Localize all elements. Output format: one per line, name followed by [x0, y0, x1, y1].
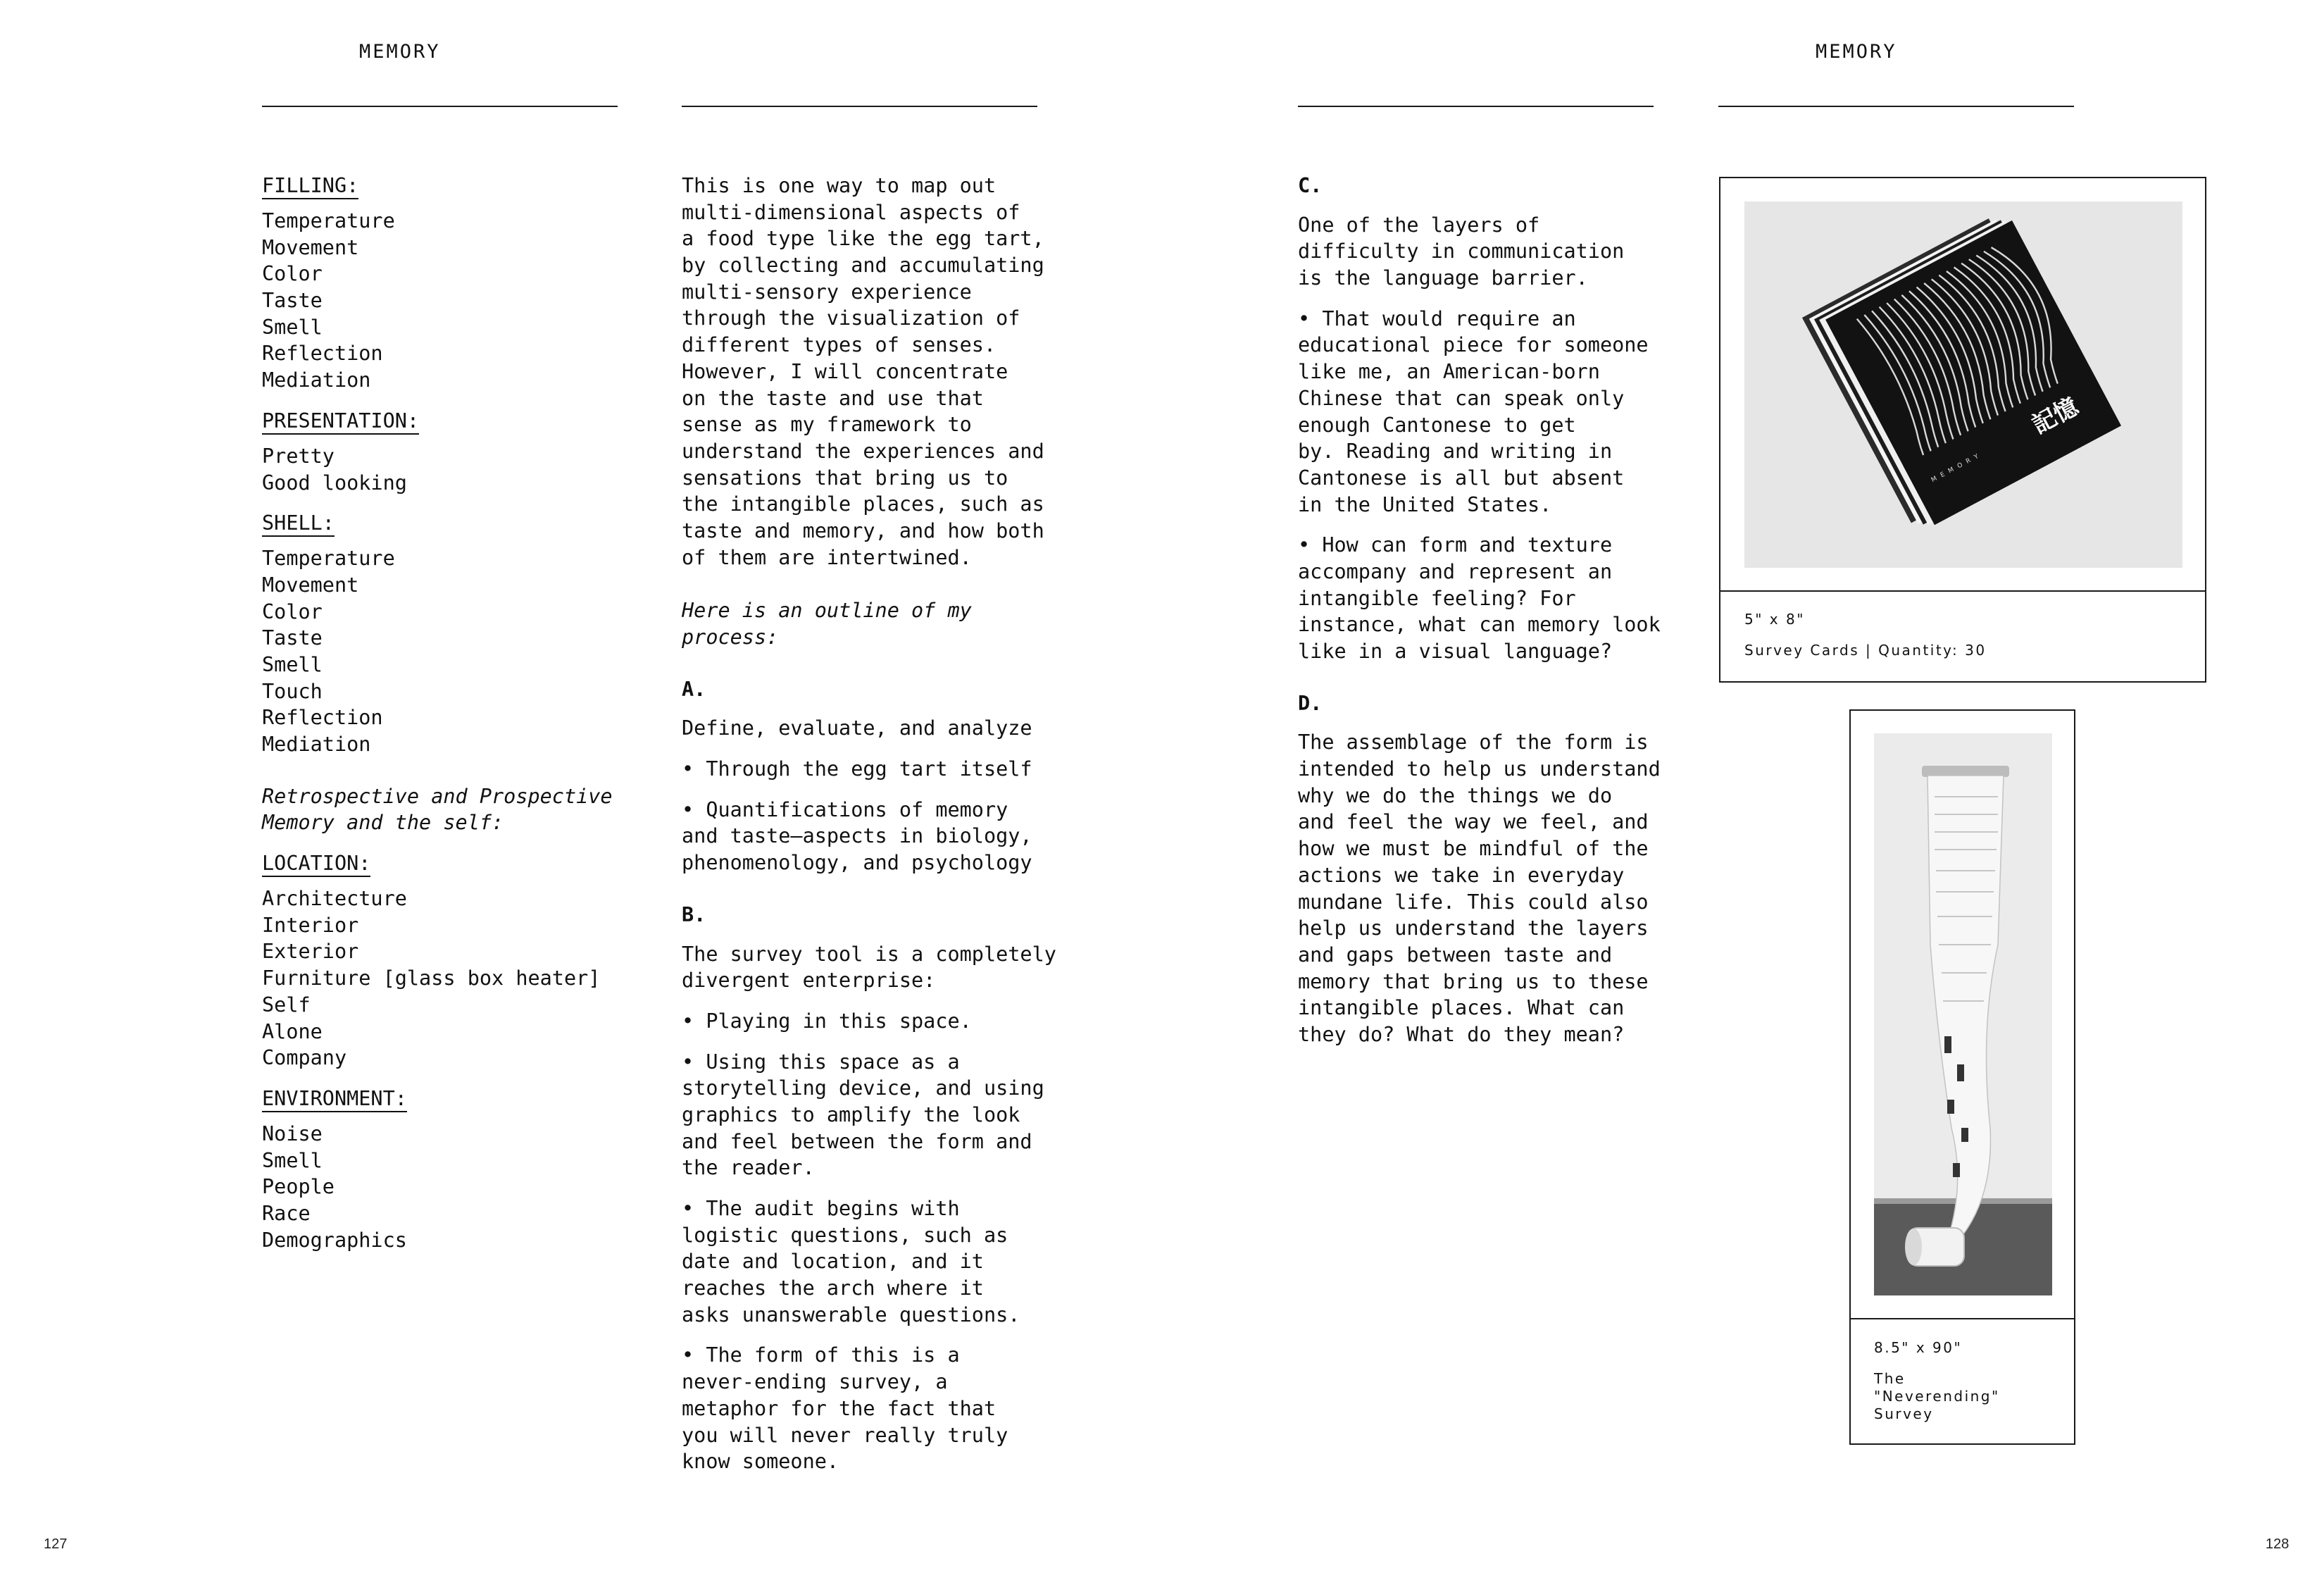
text-line: • That would require an [1298, 306, 1576, 330]
text-line: the reader. [682, 1156, 815, 1180]
intro-paragraph [682, 173, 1056, 571]
text-line: Smell [262, 1148, 323, 1172]
text-line: accompany and represent an [1298, 559, 1613, 583]
header-rule-3 [1298, 106, 1654, 107]
text-line: The [1874, 1370, 1906, 1387]
text-line: Movement [262, 235, 359, 259]
outline-intro [682, 597, 1056, 650]
text-line: However, I will concentrate [682, 359, 1008, 383]
text-line: on the taste and use that [682, 386, 984, 410]
text-line: Temperature [262, 209, 395, 232]
text-line: different types of senses. [682, 333, 997, 357]
section-c-label: C. [1298, 174, 1323, 197]
text-line: Self [262, 993, 311, 1017]
text-line: multi-dimensional aspects of [682, 200, 1020, 224]
text-line: Reflection [262, 342, 383, 366]
scroll-illustration [1874, 733, 2052, 1295]
text-line: Noise [262, 1121, 323, 1145]
text-line: you will never really truly [682, 1423, 1008, 1447]
text-line: divergent enterprise: [682, 969, 936, 993]
text-line: asks unanswerable questions. [682, 1303, 1020, 1326]
text-line: Retrospective and Prospective [262, 784, 613, 808]
figure-1-caption: Survey Cards | Quantity: 30 [1744, 642, 1987, 659]
retrospective-note [262, 783, 613, 836]
text-line: graphics to amplify the look [682, 1102, 1020, 1126]
text-line: sense as my framework to [682, 413, 972, 437]
text-line: Exterior [262, 940, 359, 964]
text-line: Here is an outline of my [682, 599, 972, 623]
text-line: Memory and the self: [262, 811, 504, 835]
svg-text:M E M O R Y: M E M O R Y [1930, 452, 1981, 484]
text-line: understand the experiences and [682, 439, 1044, 463]
text-line: reaches the arch where it [682, 1276, 984, 1300]
text-line: Race [262, 1201, 311, 1225]
text-line: Furniture [glass box heater] [262, 966, 601, 990]
text-line: help us understand the layers [1298, 916, 1649, 940]
section-b-bullet-1 [682, 1008, 1056, 1035]
filling-label: FILLING: [262, 174, 358, 199]
section-b-text [682, 941, 1056, 994]
location-list [262, 885, 613, 1071]
page-number-left: 127 [44, 1536, 68, 1552]
text-line: by. Reading and writing in [1298, 440, 1613, 464]
text-line: Chinese that can speak only [1298, 386, 1625, 410]
text-line: The assemblage of the form is [1298, 731, 1649, 754]
text-line: educational piece for someone [1298, 333, 1649, 357]
text-line: Taste [262, 289, 323, 313]
text-line: instance, what can memory look [1298, 613, 1661, 637]
environment-label: ENVIRONMENT: [262, 1087, 407, 1112]
right-running-header: MEMORY [1816, 41, 1897, 63]
section-d-text [1298, 729, 1661, 1048]
text-line: sensations that bring us to [682, 466, 1008, 490]
text-line: actions we take in everyday [1298, 863, 1625, 887]
text-line: Alone [262, 1019, 323, 1043]
text-line: Pretty [262, 444, 335, 468]
text-line: of them are intertwined. [682, 545, 972, 569]
text-line: Survey [1874, 1405, 1934, 1422]
shell-list [262, 545, 613, 758]
section-a-text [682, 715, 1056, 742]
page-number-right: 128 [2266, 1536, 2289, 1552]
text-line: Mediation [262, 368, 371, 392]
text-line: and taste—aspects in biology, [682, 824, 1032, 848]
text-line: metaphor for the fact that [682, 1396, 997, 1420]
section-d-label: D. [1298, 691, 1323, 715]
shell-label: SHELL: [262, 511, 335, 537]
environment-list [262, 1121, 613, 1253]
text-line: phenomenology, and psychology [682, 851, 1032, 875]
text-line: like me, an American-born [1298, 360, 1600, 384]
text-line: why we do the things we do [1298, 783, 1613, 807]
text-line: Demographics [262, 1228, 407, 1252]
text-line: Smell [262, 652, 323, 676]
figure-2-caption [1874, 1370, 2000, 1423]
text-line: they do? What do they mean? [1298, 1022, 1625, 1046]
text-line: People [262, 1175, 335, 1199]
text-line: One of the layers of [1298, 213, 1540, 237]
text-line: Temperature [262, 547, 395, 571]
figure-2-size: 8.5" x 90" [1874, 1339, 1963, 1356]
neverending-survey-photo [1874, 733, 2052, 1295]
text-line: • The audit begins with [682, 1197, 960, 1220]
text-line: a food type like the egg tart, [682, 227, 1044, 251]
card-stack-illustration [1744, 201, 2182, 568]
text-line: date and location, and it [682, 1250, 984, 1274]
section-b-label: B. [682, 902, 706, 926]
text-line: intangible places. What can [1298, 996, 1625, 1020]
section-b-bullet-2 [682, 1049, 1056, 1181]
text-line: Company [262, 1046, 347, 1070]
text-line: Movement [262, 573, 359, 597]
section-b-bullet-3 [682, 1195, 1056, 1328]
figure-1-size: 5" x 8" [1744, 611, 1805, 628]
text-line: • The form of this is a [682, 1343, 960, 1367]
text-line: mundane life. This could also [1298, 890, 1649, 914]
figure-survey-cards [1719, 177, 2206, 683]
text-line: Interior [262, 913, 359, 937]
section-c-bullet-2 [1298, 532, 1661, 664]
text-line: storytelling device, and using [682, 1076, 1044, 1100]
text-line: enough Cantonese to get [1298, 413, 1576, 437]
column-categories [262, 173, 613, 1267]
presentation-list [262, 443, 613, 496]
figure-neverending-survey [1849, 709, 2075, 1445]
text-line: taste and memory, and how both [682, 518, 1044, 542]
column-process [682, 173, 1056, 1489]
left-running-header: MEMORY [359, 41, 441, 63]
text-line: how we must be mindful of the [1298, 837, 1649, 861]
text-line: in the United States. [1298, 492, 1552, 516]
text-line: like in a visual language? [1298, 640, 1613, 663]
section-b-bullet-4 [682, 1342, 1056, 1474]
header-rule-1 [262, 106, 618, 107]
text-line: intangible feeling? For [1298, 586, 1576, 610]
text-line: Smell [262, 315, 323, 339]
text-line: and gaps between taste and [1298, 943, 1613, 966]
filling-list [262, 208, 613, 394]
text-line: never-ending survey, a [682, 1370, 948, 1394]
text-line: • Through the egg tart itself [682, 757, 1032, 781]
svg-text:記憶: 記憶 [2028, 392, 2083, 440]
section-a-bullet-2 [682, 797, 1056, 876]
text-line: logistic questions, such as [682, 1223, 1008, 1247]
text-line: through the visualization of [682, 306, 1020, 330]
presentation-label: PRESENTATION: [262, 409, 419, 435]
section-c-text [1298, 212, 1661, 292]
header-rule-2 [682, 106, 1037, 107]
location-label: LOCATION: [262, 852, 370, 877]
text-line: difficulty in communication [1298, 240, 1625, 263]
text-line: Good looking [262, 471, 407, 495]
text-line: Cantonese is all but absent [1298, 466, 1625, 490]
text-line: • How can form and texture [1298, 533, 1613, 557]
text-line: "Neverending" [1874, 1388, 2000, 1405]
text-line: Touch [262, 679, 323, 703]
section-a-label: A. [682, 677, 706, 701]
section-a-bullet-1 [682, 756, 1056, 783]
text-line: • Quantifications of memory [682, 797, 1008, 821]
text-line: Define, evaluate, and analyze [682, 716, 1032, 740]
text-line: Reflection [262, 706, 383, 730]
figure-2-divider [1851, 1318, 2074, 1319]
text-line: know someone. [682, 1450, 839, 1474]
text-line: Architecture [262, 887, 407, 911]
text-line: memory that bring us to these [1298, 969, 1649, 993]
text-line: and feel the way we feel, and [1298, 810, 1649, 834]
text-line: is the language barrier. [1298, 266, 1588, 290]
text-line: and feel between the form and [682, 1129, 1032, 1153]
column-notes [1298, 173, 1661, 1062]
text-line: by collecting and accumulating [682, 254, 1044, 278]
text-line: intended to help us understand [1298, 757, 1661, 781]
section-c-bullet-1 [1298, 306, 1661, 518]
text-line: Mediation [262, 733, 371, 756]
text-line: the intangible places, such as [682, 492, 1044, 516]
text-line: Color [262, 262, 323, 286]
text-line: process: [682, 626, 779, 649]
text-line: • Playing in this space. [682, 1009, 972, 1033]
text-line: multi-sensory experience [682, 280, 972, 304]
text-line: • Using this space as a [682, 1050, 960, 1074]
header-rule-4 [1718, 106, 2074, 107]
text-line: The survey tool is a completely [682, 942, 1056, 966]
figure-1-divider [1720, 590, 2205, 592]
survey-cards-photo [1744, 201, 2182, 568]
text-line: Color [262, 599, 323, 623]
text-line: This is one way to map out [682, 174, 997, 197]
text-line: Taste [262, 626, 323, 650]
